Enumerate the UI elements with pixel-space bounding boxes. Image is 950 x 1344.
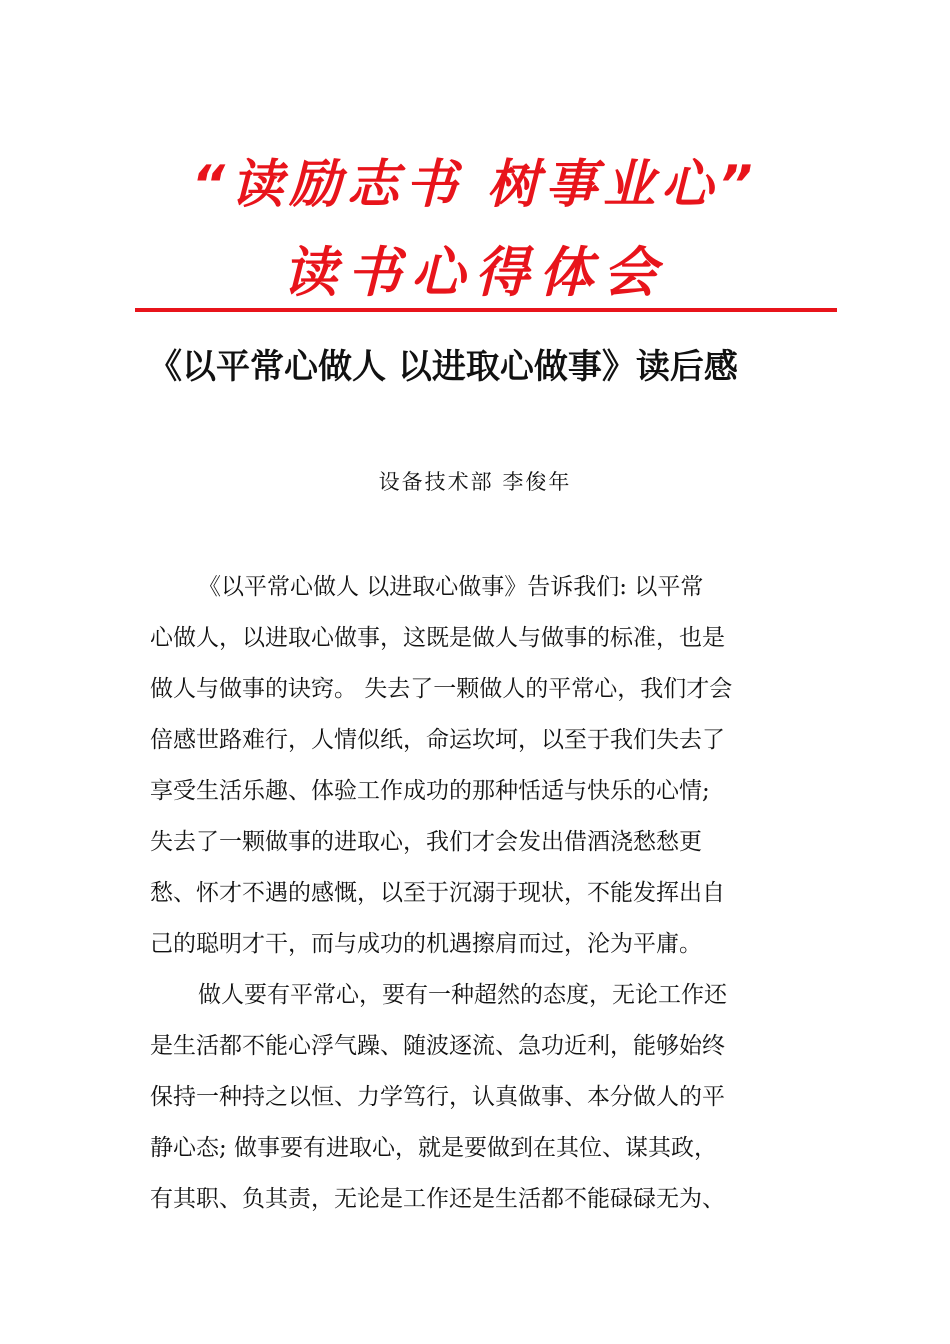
body-line: 保持一种持之以恒、力学笃行，认真做事、本分做人的平 <box>150 1084 725 1110</box>
body-line: 心做人，以进取心做事，这既是做人与做事的标准，也是 <box>150 625 725 651</box>
article-body <box>150 562 802 1225</box>
body-line: 有其职、负其责，无论是工作还是生活都不能碌碌无为、 <box>150 1186 725 1212</box>
body-line: 《以平常心做人 以进取心做事》告诉我们: 以平常 <box>198 574 704 600</box>
article-title: 《以平常心做人 以进取心做事》读后感 <box>148 347 738 387</box>
body-line: 倍感世路难行，人情似纸，命运坎坷，以至于我们失去了 <box>150 727 725 753</box>
body-line: 是生活都不能心浮气躁、随波逐流、急功近利，能够始终 <box>150 1033 725 1059</box>
body-line: 己的聪明才干，而与成功的机遇擦肩而过，沦为平庸。 <box>150 931 702 957</box>
author-line: 设备技术部 李俊年 <box>378 470 572 494</box>
body-line: 做人要有平常心，要有一种超然的态度，无论工作还 <box>198 982 727 1008</box>
body-line: 做人与做事的诀窍。 失去了一颗做人的平常心，我们才会 <box>150 676 733 702</box>
body-line: 愁、怀才不遇的感慨，以至于沉溺于现状，不能发挥出自 <box>150 880 725 906</box>
body-line: 失去了一颗做事的进取心，我们才会发出借酒浇愁愁更 <box>150 829 702 855</box>
body-line: 享受生活乐趣、体验工作成功的那种恬适与快乐的心情; <box>150 778 710 804</box>
banner-title-line-1: “读励志书 树事业心” <box>191 155 759 215</box>
body-line: 静心态; 做事要有进取心，就是要做到在其位、谋其政， <box>150 1135 718 1161</box>
banner-title-line-2: 读书心得体会 <box>283 241 667 304</box>
red-divider-rule <box>135 308 837 312</box>
